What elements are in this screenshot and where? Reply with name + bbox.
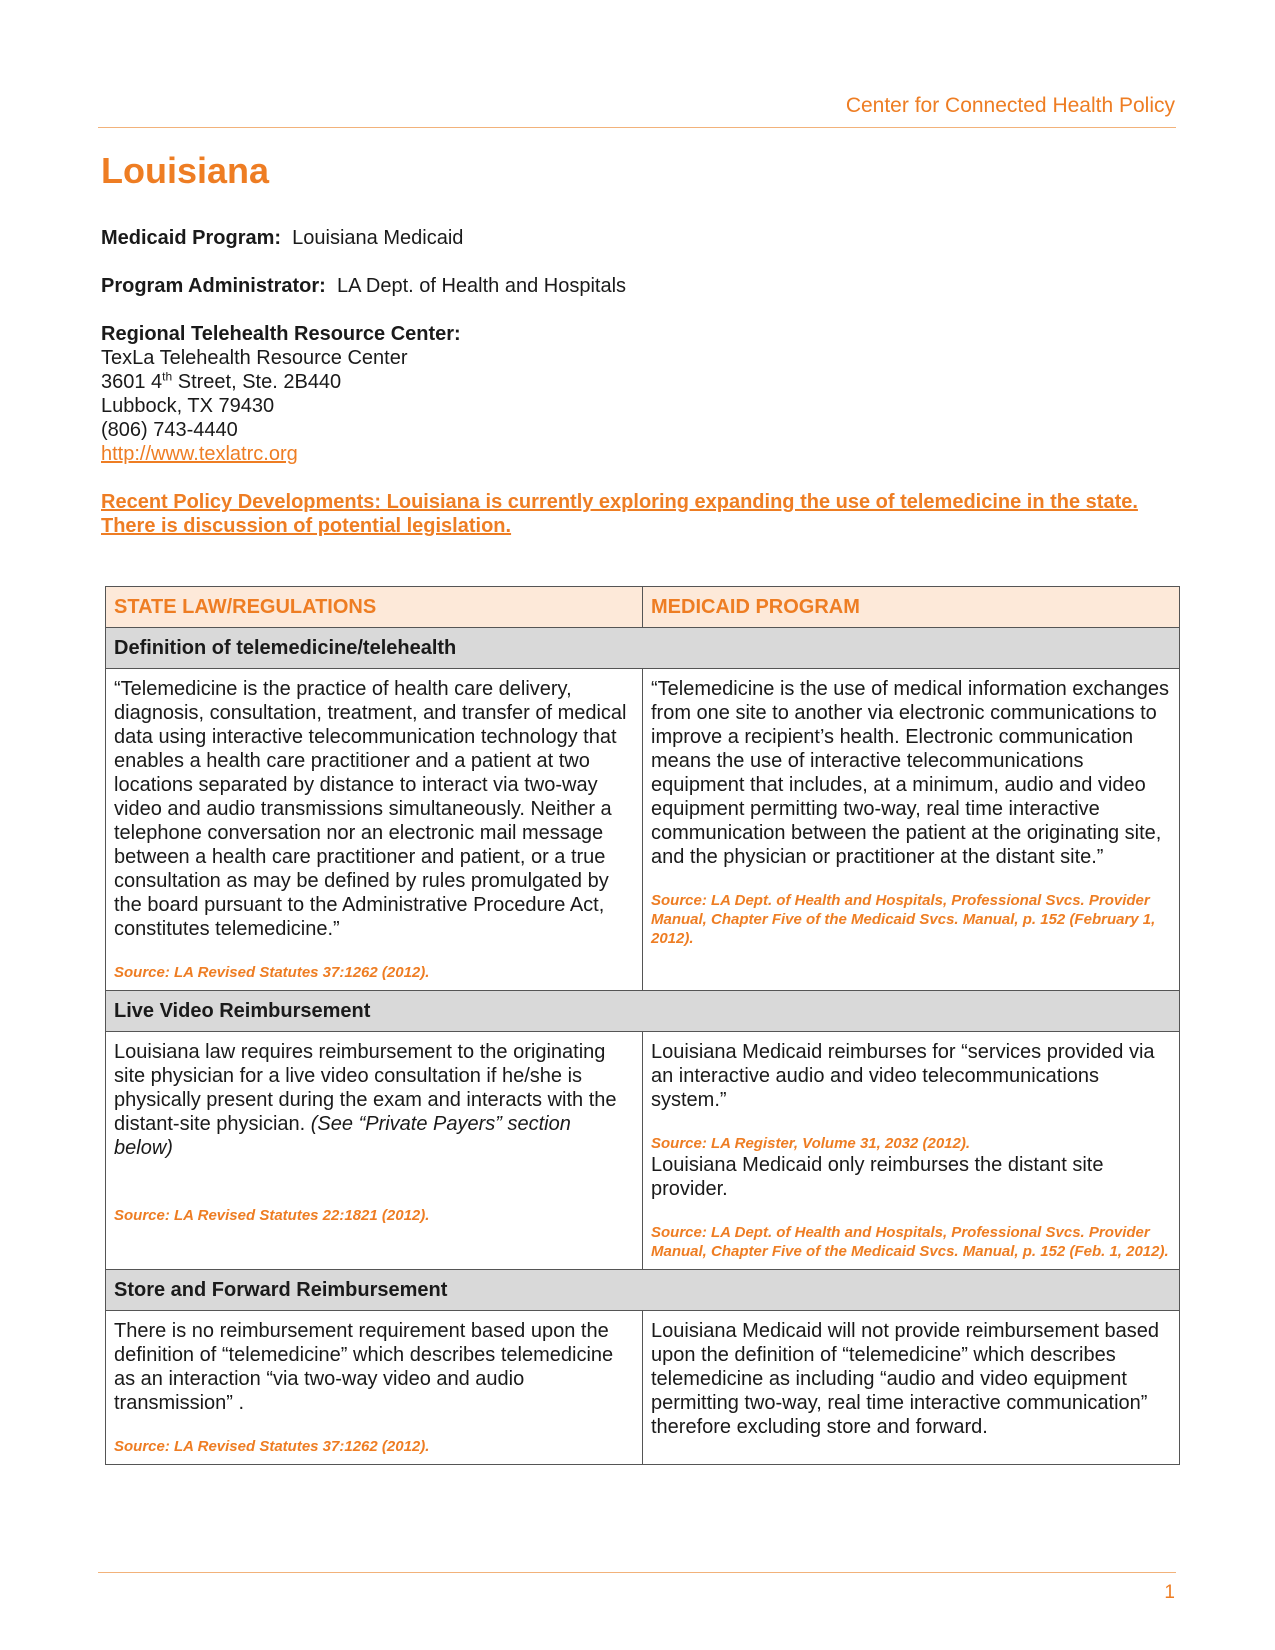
section-heading-row [106, 1270, 1180, 1311]
column-header-medicaid: MEDICAID PROGRAM [643, 587, 1180, 628]
resource-center-city: Lubbock, TX 79430 [101, 395, 275, 417]
table-header-row [106, 587, 1180, 628]
medicaid-cell [643, 1311, 1180, 1465]
live-video-medicaid-source: Source: LA Register, Volume 31, 2032 (2012). [651, 1135, 971, 1152]
resource-center-name: TexLa Telehealth Resource Center [101, 347, 408, 369]
state-law-cell [106, 1311, 643, 1465]
table-row [106, 1032, 1180, 1270]
store-forward-state-source: Source: LA Revised Statutes 37:1262 (2012). [114, 1438, 430, 1455]
policy-table [105, 586, 1180, 1465]
medicaid-program-label: Medicaid Program: [101, 227, 282, 249]
footer-divider [98, 1572, 1176, 1573]
column-header-state-law: STATE LAW/REGULATIONS [106, 587, 643, 628]
program-administrator-line [101, 274, 626, 298]
medicaid-cell [643, 669, 1180, 991]
state-law-cell [106, 1032, 643, 1270]
live-video-medicaid-source-2: Source: LA Dept. of Health and Hospitals, Professional Svcs. Provider Manual, Chapter Five of the Medicaid Svcs. Manual, p. 152 (Feb. 1, 2012). [651, 1224, 1169, 1260]
definition-state-source: Source: LA Revised Statutes 37:1262 (2012). [114, 964, 430, 981]
section-heading-live-video: Live Video Reimbursement [106, 991, 1180, 1032]
medicaid-program-line [101, 226, 463, 250]
section-heading-definition: Definition of telemedicine/telehealth [106, 628, 1180, 669]
recent-policy-developments: Recent Policy Developments: Louisiana is currently exploring expanding the use of telemedicine in the state. There is discussion of potential legislation. [101, 491, 1138, 537]
resource-center-phone: (806) 743-4440 [101, 419, 238, 441]
live-video-medicaid-text-2: Louisiana Medicaid only reimburses the distant site provider. [651, 1154, 1104, 1200]
definition-medicaid-text: “Telemedicine is the use of medical information exchanges from one site to another via electronic communications to improve a recipient’s health. Electronic communication means the use of interactive telecommunications equipment that includes, at a minimum, audio and video equipment permitting two-way, real time interactive communication between the patient at the originating site, and the physician or practitioner at the distant site.” [651, 678, 1170, 868]
resource-center-block [101, 322, 461, 466]
section-heading-row [106, 991, 1180, 1032]
page-number: 1 [1164, 1582, 1175, 1603]
definition-medicaid-source: Source: LA Dept. of Health and Hospitals, Professional Svcs. Provider Manual, Chapter Five of the Medicaid Svcs. Manual, p. 152 (February 1, 2012). [651, 892, 1156, 947]
organization-header: Center for Connected Health Policy [845, 94, 1175, 117]
state-law-cell [106, 669, 643, 991]
section-heading-store-forward: Store and Forward Reimbursement [106, 1270, 1180, 1311]
live-video-state-source: Source: LA Revised Statutes 22:1821 (2012). [114, 1207, 430, 1224]
resource-center-link[interactable]: http://www.texlatrc.org [101, 443, 298, 465]
medicaid-cell [643, 1032, 1180, 1270]
live-video-state-text: Louisiana law requires reimbursement to the originating site physician for a live video consultation if he/she is physically present during the exam and interacts with the distant-site physician. (See “Private Payers” section below) [114, 1041, 617, 1159]
section-heading-row [106, 628, 1180, 669]
store-forward-medicaid-text: Louisiana Medicaid will not provide reimbursement based upon the definition of “telemedicine” which describes telemedicine as including “audio and video equipment permitting two-way, real time interactive communication” therefore excluding store and forward. [651, 1320, 1160, 1438]
store-forward-state-text: There is no reimbursement requirement based upon the definition of “telemedicine” which describes telemedicine as an interaction “via two-way video and audio transmission” . [114, 1320, 614, 1414]
resource-center-label: Regional Telehealth Resource Center: [101, 323, 461, 345]
program-administrator-value: LA Dept. of Health and Hospitals [336, 275, 627, 297]
header-divider [98, 127, 1176, 128]
medicaid-program-value: Louisiana Medicaid [292, 227, 464, 249]
definition-state-text: “Telemedicine is the practice of health care delivery, diagnosis, consultation, treatment, and transfer of medical data using interactive telecommunication technology that enables a health care practitioner and a patient at two locations separated by distance to interact via two-way video and audio transmissions simultaneously. Neither a telephone conversation nor an electronic mail message between a health care practitioner and patient, or a true consultation as may be defined by rules promulgated by the board pursuant to the Administrative Procedure Act, constitutes telemedicine.” [114, 678, 627, 940]
live-video-medicaid-text: Louisiana Medicaid reimburses for “services provided via an interactive audio and video telecommunications system.” [651, 1041, 1155, 1111]
table-row [106, 669, 1180, 991]
page-title: Louisiana [101, 150, 270, 191]
table-row [106, 1311, 1180, 1465]
resource-center-street: 3601 4th Street, Ste. 2B440 [101, 369, 342, 393]
program-administrator-label: Program Administrator: [101, 275, 326, 297]
